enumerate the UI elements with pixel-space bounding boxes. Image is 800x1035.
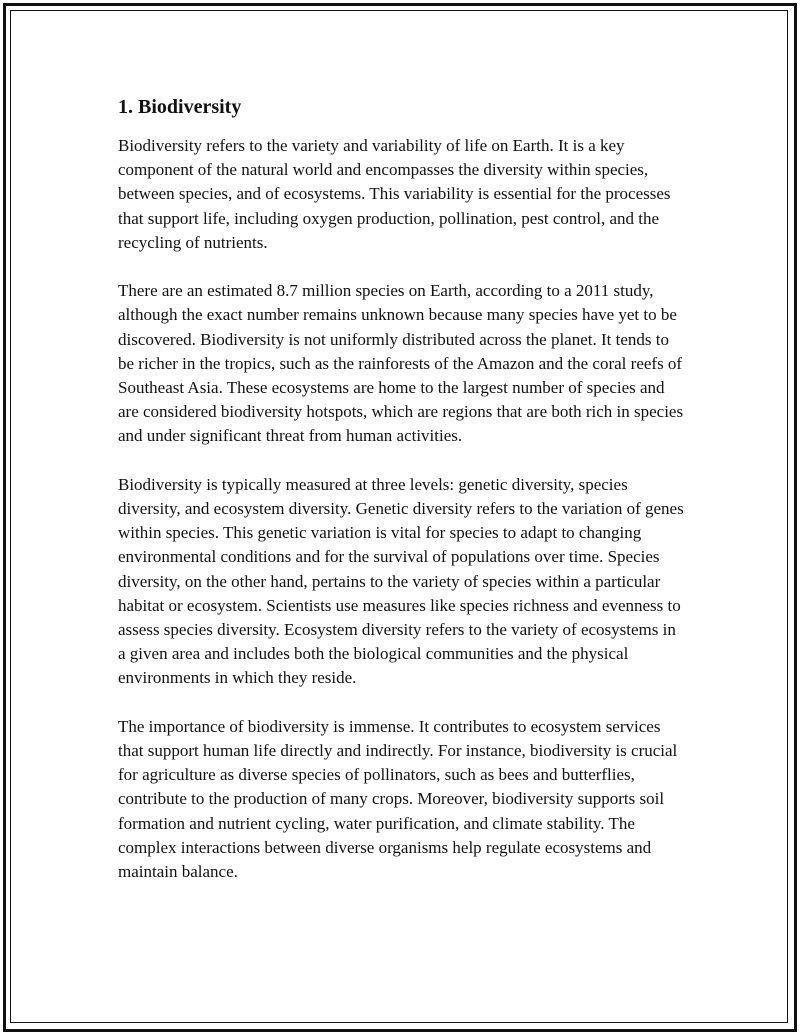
paragraph-measurement-levels: Biodiversity is typically measured at three levels: genetic diversity, species diversity, and ecosystem diversity. Genetic diversity refers to the variation of genes within species. This genetic variation is vital for species to adapt to changing environmental conditions and for the survival of populations over time. Species diversity, on the other hand, pertains to the variety of species within a particular habitat or ecosystem. Scientists use measures like species richness and evenness to assess species diversity. Ecosystem diversity refers to the variety of ecosystems in a given area and includes both the biological communities and the physical environments in which they reside.	[118, 474, 684, 688]
paragraph-importance: The importance of biodiversity is immense. It contributes to ecosystem services that support human life directly and indirectly. For instance, biodiversity is crucial for agriculture as diverse species of pollinators, such as bees and butterflies, contribute to the production of many crops. Moreover, biodiversity supports soil formation and nutrient cycling, water purification, and climate stability. The complex interactions between diverse organisms help regulate ecosystems and maintain balance.	[118, 716, 678, 882]
document-body	[118, 93, 686, 908]
section-heading: 1. Biodiversity	[118, 96, 242, 118]
paragraph-definition: Biodiversity refers to the variety and variability of life on Earth. It is a key component of the natural world and encompasses the diversity within species, between species, and of ecosystems. This variability is essential for the processes that support life, including oxygen production, pollination, pest control, and the recycling of nutrients.	[118, 136, 671, 252]
paragraph-species-count: There are an estimated 8.7 million species on Earth, according to a 2011 study, although the exact number remains unknown because many species have yet to be discovered. Biodiversity is not uniformly distributed across the planet. It tends to be richer in the tropics, such as the rainforests of the Amazon and the coral reefs of Southeast Asia. These ecosystems are home to the largest number of species and are considered biodiversity hotspots, which are regions that are both rich in species and under significant threat from human activities.	[118, 281, 684, 446]
